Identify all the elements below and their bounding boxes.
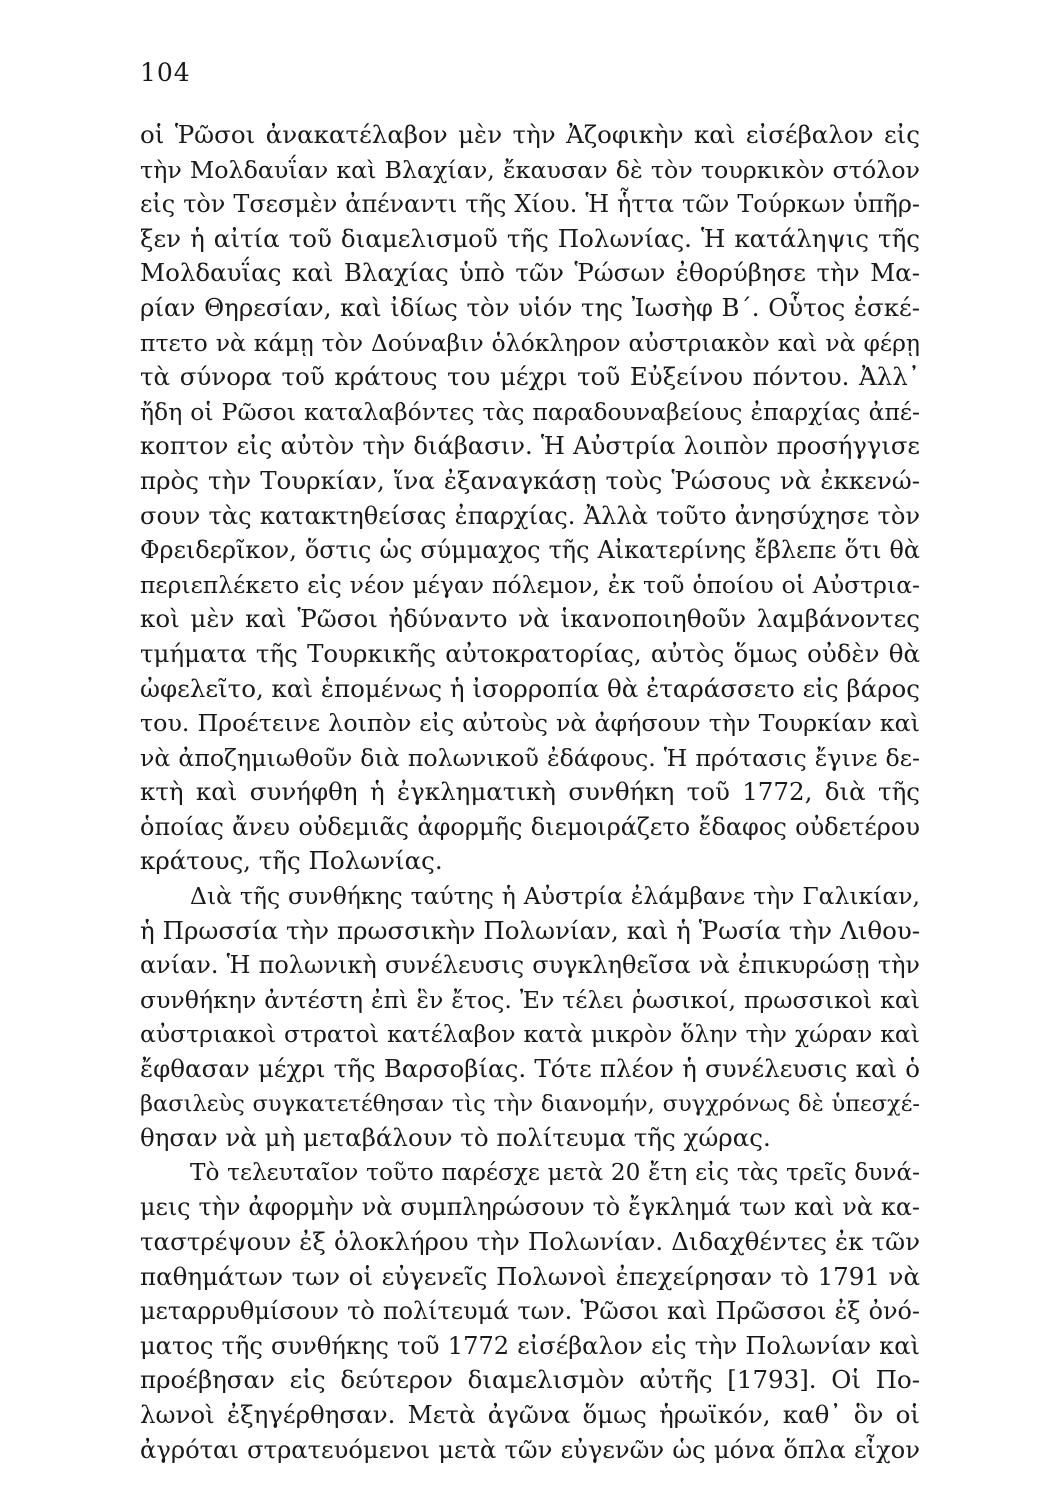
paragraph-start-line: Τὸ τελευταῖον τοῦτο παρέσχε μετὰ 20 ἔτη εἰς τὰς τρεῖς δυνά- [190,1158,920,1186]
text-line: ὁποίας ἄνευ οὐδεμιᾶς ἀφορμῆς διεμοιράζετο ἔδαφος οὐδετέρου [140,812,920,841]
text-line: λωνοὶ ἐξηγέρθησαν. Μετὰ ἀγῶνα ὅμως ἡρωϊκόν, καθ᾿ ὃν οἱ [140,1399,920,1429]
text-line: κτὴ καὶ συνήφθη ἡ ἐγκληματικὴ συνθήκη τοῦ 1772, διὰ τῆς [140,777,920,807]
text-line: εἰς τὸν Τσεσμὲν ἀπέναντι τῆς Χίου. Ἡ ἧττα τῶν Τούρκων ὑπῆρ- [140,190,920,219]
text-line: οἱ Ῥῶσοι ἀνακατέλαβον μὲν τὴν Ἀζοφικὴν καὶ εἰσέβαλον εἰς [140,120,920,149]
text-line: Φρειδερῖκον, ὅστις ὡς σύμμαχος τῆς Αἰκατερίνης ἔβλεπε ὅτι θὰ [140,536,920,565]
text-line: ἤδη οἱ Ρῶσοι καταλαβόντες τὰς παραδουναβείους ἐπαρχίας ἀπέ- [140,397,920,426]
text-line: τὴν Μολδαυΐαν καὶ Βλαχίαν, ἔκαυσαν δὲ τὸν τουρκικὸν στόλον [140,155,920,184]
text-line: ανίαν. Ἡ πολωνικὴ συνέλευσις συγκληθεῖσα νὰ ἐπικυρώσῃ τὴν [140,951,920,980]
text-line: ἀγρόται στρατευόμενοι μετὰ τῶν εὐγενῶν ὡς μόνα ὅπλα εἶχον [140,1435,920,1464]
text-line: μεις τὴν ἀφορμὴν νὰ συμπληρώσουν τὸ ἔγκλημά των καὶ νὰ κα- [140,1193,920,1222]
text-line: ματος τῆς συνθήκης τοῦ 1772 εἰσέβαλον εἰς τὴν Πολωνίαν καὶ [140,1331,920,1360]
text-line: νὰ ἀποζημιωθοῦν διὰ πολωνικοῦ ἐδάφους. Ἡ πρότασις ἔγινε δε- [140,743,920,772]
text-line: ταστρέψουν ἐξ ὁλοκλήρου τὴν Πολωνίαν. Διδαχθέντες ἐκ τῶν [140,1227,920,1256]
text-line: πρὸς τὴν Τουρκίαν, ἵνα ἐξαναγκάσῃ τοὺς Ῥώσους νὰ ἐκκενώ- [140,465,920,495]
text-line: βασιλεὺς συγκατετέθησαν τὶς τὴν διανομήν, συγχρόνως δὲ ὑπεσχέ- [140,1090,920,1117]
text-line: ρίαν Θηρεσίαν, καὶ ἰδίως τὸν υἱόν της Ἰωσὴφ Β΄. Οὗτος ἐσκέ- [140,292,920,322]
text-line: αὐστριακοὶ στρατοὶ κατέλαβον κατὰ μικρὸν ὅλην τὴν χώραν καὶ [140,1020,920,1049]
text-line: τὰ σύνορα τοῦ κράτους του μέχρι τοῦ Εὐξείνου πόντου. Ἀλλ᾿ [140,362,920,392]
text-line: κοπτον εἰς αὐτὸν τὴν διάβασιν. Ἡ Αὐστρία λοιπὸν προσήγγισε [140,431,920,461]
text-line: του. Προέτεινε λοιπὸν εἰς αὐτοὺς νὰ ἀφήσουν τὴν Τουρκίαν καὶ [140,709,920,738]
text-line: περιεπλέκετο εἰς νέον μέγαν πόλεμον, ἐκ τοῦ ὁποίου οἱ Αὐστρια- [140,570,920,599]
text-line: ἡ Πρωσσία τὴν πρωσσικὴν Πολωνίαν, καὶ ἡ Ῥωσία τὴν Λιθου- [140,915,920,945]
text-line: ξεν ἡ αἰτία τοῦ διαμελισμοῦ τῆς Πολωνίας. Ἡ κατάληψις τῆς [140,223,920,253]
paragraph-start-line: Διὰ τῆς συνθήκης ταύτης ἡ Αὐστρία ἐλάμβανε τὴν Γαλικίαν, [190,882,920,911]
body-text [140,118,920,1467]
text-line: μεταρρυθμίσουν τὸ πολίτευμά των. Ῥῶσοι καὶ Πρῶσσοι ἐξ ὀνό- [140,1297,920,1326]
paragraph-end-line: κράτους, τῆς Πολωνίας. [140,846,443,876]
text-line: συνθήκην ἀντέστη ἐπὶ ἓν ἔτος. Ἐν τέλει ῥωσικοί, πρωσσικοὶ καὶ [140,985,920,1014]
text-line: τμήματα τῆς Τουρκικῆς αὐτοκρατορίας, αὐτὸς ὅμως οὐδὲν θὰ [140,638,920,668]
text-line: ὠφελεῖτο, καὶ ἑπομένως ἡ ἰσορροπία θὰ ἐταράσσετο εἰς βάρος [140,673,920,703]
text-line: ἔφθασαν μέχρι τῆς Βαρσοβίας. Τότε πλέον ἡ συνέλευσις καὶ ὁ [140,1054,920,1084]
page-number: 104 [140,58,191,87]
text-line: προέβησαν εἰς δεύτερον διαμελισμὸν αὐτῆς [1793]. Οἱ Πο- [140,1365,920,1395]
text-line: παθημάτων των οἱ εὐγενεῖς Πολωνοὶ ἐπεχείρησαν τὸ 1791 νὰ [140,1261,920,1291]
text-line: Μολδαυΐας καὶ Βλαχίας ὑπὸ τῶν Ῥώσων ἐθορύβησε τὴν Μα- [140,258,920,288]
text-line: σουν τὰς κατακτηθείσας ἐπαρχίας. Ἀλλὰ τοῦτο ἀνησύχησε τὸν [140,501,920,530]
text-line: κοὶ μὲν καὶ Ῥῶσοι ἠδύναντο νὰ ἱκανοποιηθοῦν λαμβάνοντες [140,604,920,634]
paragraph-end-line: θησαν νὰ μὴ μεταβάλουν τὸ πολίτευμα τῆς χώρας. [140,1123,771,1153]
text-line: πτετο νὰ κάμῃ τὸν Δούναβιν ὁλόκληρον αὐστριακὸν καὶ νὰ φέρῃ [140,328,920,357]
